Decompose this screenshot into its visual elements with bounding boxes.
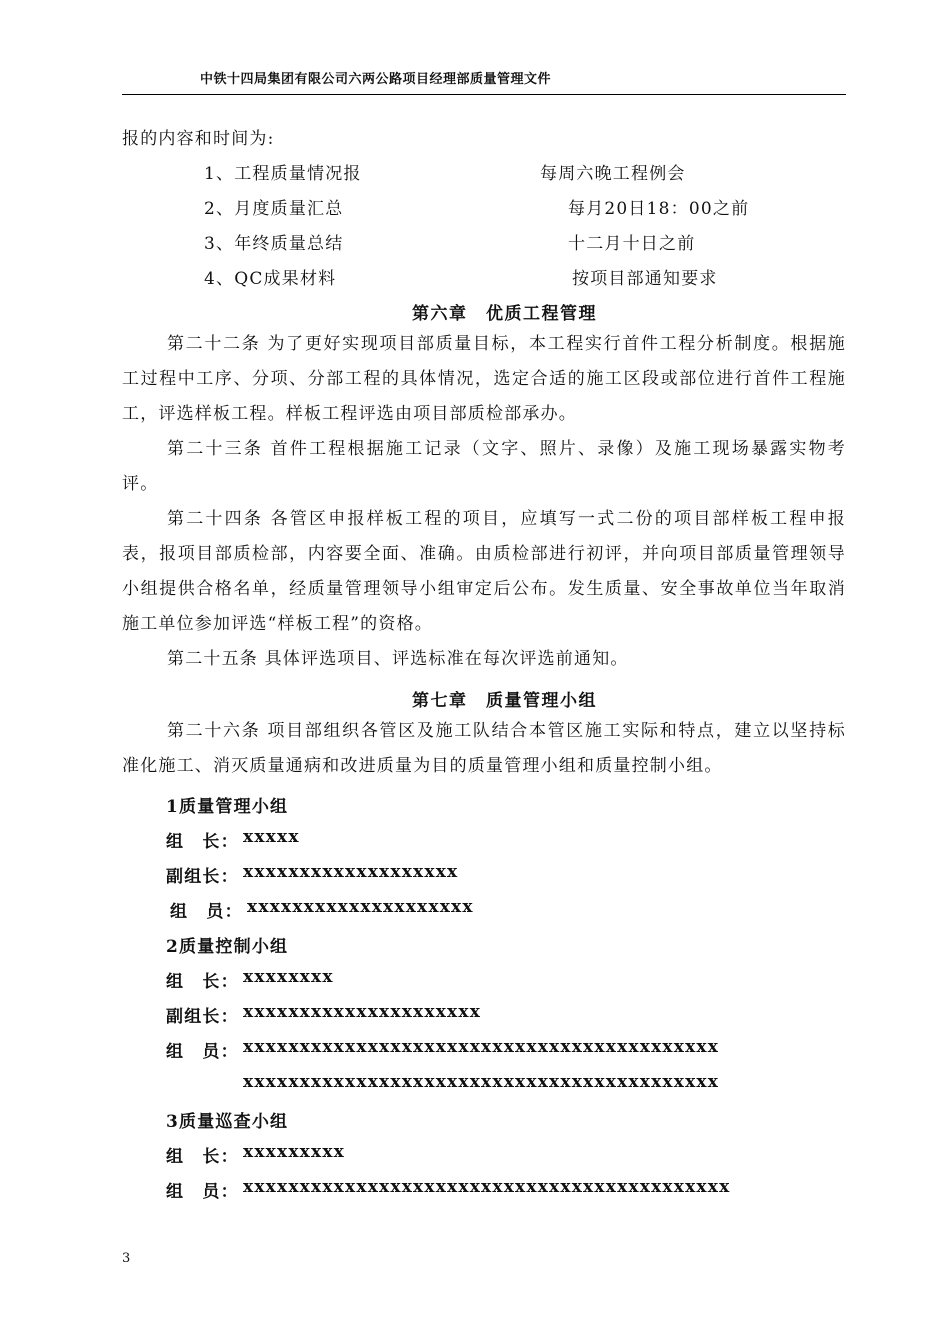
- group2-leader-label: 组 长：: [166, 972, 239, 992]
- intro-text: 报的内容和时间为:: [122, 129, 275, 149]
- chapter-7-title: 第七章 质量管理小组: [412, 691, 597, 711]
- chapter-6-title: 第六章 优质工程管理: [412, 304, 597, 324]
- header-rule: [122, 94, 846, 95]
- group1-members: xxxxxxxxxxxxxxxxxxxx: [247, 897, 474, 917]
- group2-title: 2质量控制小组: [166, 937, 289, 957]
- page-number: 3: [122, 1251, 131, 1266]
- page-header: 中铁十四局集团有限公司六两公路项目经理部质量管理文件: [200, 72, 552, 87]
- report-time-4: 按项目部通知要求: [572, 269, 718, 289]
- group2-deputy-label: 副组长：: [166, 1007, 239, 1027]
- report-item-2: 2、月度质量汇总: [204, 199, 344, 219]
- group1-deputy: xxxxxxxxxxxxxxxxxxx: [243, 862, 459, 882]
- group2-members: xxxxxxxxxxxxxxxxxxxxxxxxxxxxxxxxxxxxxxxxxx: [243, 1037, 720, 1057]
- report-item-4: 4、QC成果材料: [204, 269, 337, 289]
- report-item-1: 1、工程质量情况报: [204, 164, 362, 184]
- group3-leader-label: 组 长：: [166, 1147, 239, 1167]
- group3-members-label: 组 员：: [166, 1182, 239, 1202]
- article-25: 第二十五条 具体评选项目、评选标准在每次评选前通知。: [167, 649, 629, 669]
- article-24: 第二十四条 各管区申报样板工程的项目，应填写一式二份的项目部样板工程申报表，报项目部质检部，内容要全面、准确。由质检部进行初评，并向项目部质量管理领导小组提供合格名单，经质量管理领导小组审定后公布。发生质量、安全事故单位当年取消施工单位参加评选“样板工程”的资格。: [122, 509, 846, 634]
- report-item-3: 3、年终质量总结: [204, 234, 344, 254]
- group1-members-label: 组 员：: [170, 902, 243, 922]
- group1-title: 1质量管理小组: [166, 797, 289, 817]
- group2-leader: xxxxxxxx: [243, 967, 334, 987]
- group1-leader-label: 组 长：: [166, 832, 239, 852]
- group3-title: 3质量巡查小组: [166, 1112, 289, 1132]
- group2-deputy: xxxxxxxxxxxxxxxxxxxxx: [243, 1002, 482, 1022]
- article-23: 第二十三条 首件工程根据施工记录（文字、照片、录像）及施工现场暴露实物考评。: [122, 439, 846, 494]
- group1-leader: xxxxx: [243, 827, 300, 847]
- group3-members: xxxxxxxxxxxxxxxxxxxxxxxxxxxxxxxxxxxxxxxxxxx: [243, 1177, 731, 1197]
- report-time-1: 每周六晚工程例会: [540, 164, 686, 184]
- report-time-3: 十二月十日之前: [568, 234, 696, 254]
- group2-members-label: 组 员：: [166, 1042, 239, 1062]
- report-time-2: 每月20日18：00之前: [568, 199, 750, 219]
- group2-members-cont: xxxxxxxxxxxxxxxxxxxxxxxxxxxxxxxxxxxxxxxxxx: [243, 1072, 720, 1092]
- article-22: 第二十二条 为了更好实现项目部质量目标，本工程实行首件工程分析制度。根据施工过程中工序、分项、分部工程的具体情况，选定合适的施工区段或部位进行首件工程施工，评选样板工程。样板工程评选由项目部质检部承办。: [122, 334, 846, 424]
- article-26: 第二十六条 项目部组织各管区及施工队结合本管区施工实际和特点，建立以坚持标准化施工、消灭质量通病和改进质量为目的质量管理小组和质量控制小组。: [122, 721, 846, 776]
- group1-deputy-label: 副组长：: [166, 867, 239, 887]
- group3-leader: xxxxxxxxx: [243, 1142, 346, 1162]
